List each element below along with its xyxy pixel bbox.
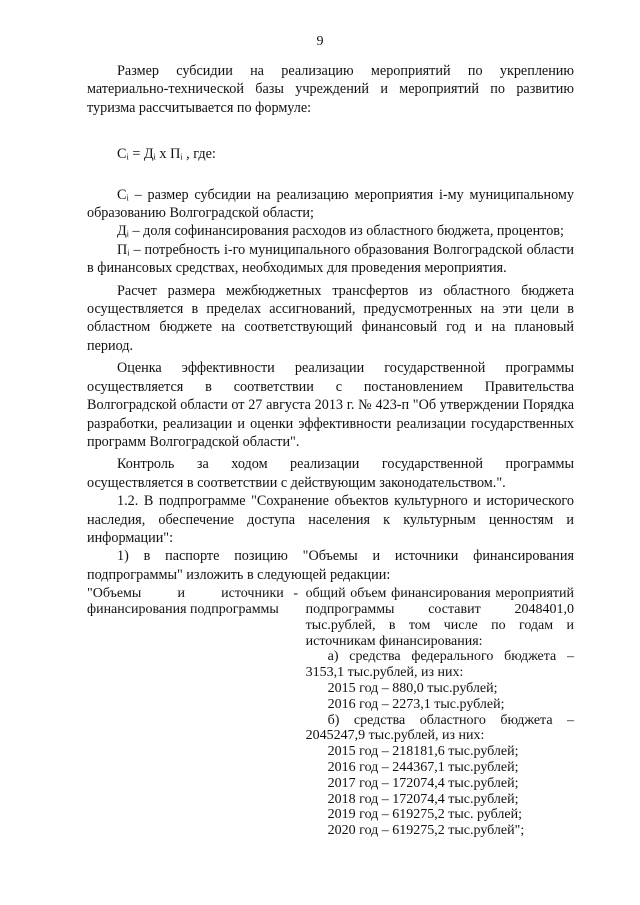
page-number: 9 — [316, 34, 324, 49]
regional-2017: 2017 год – 172074,4 тыс.рублей; — [327, 775, 519, 791]
paragraph-ci-definition: Сᵢ – размер субсидии на реализацию мероприятия i-му муниципальному образованию Волгоградской области; — [87, 186, 574, 222]
paragraph-subprogram-change: 1.2. В подпрограмме "Сохранение объектов культурного и исторического наследия, обеспечение доступа населения к культурным ценностям и информации": — [87, 493, 574, 546]
regional-2018: 2018 год – 172074,4 тыс.рублей; — [327, 791, 519, 807]
regional-2016: 2016 год – 244367,1 тыс.рублей; — [327, 759, 519, 775]
paragraph-transfer-calc: Расчет размера межбюджетных трансфертов из областного бюджета осуществляется в пределах ассигнований, предусмотренных на эти цели в областном бюджете на соответствующий финансовый год и на плановый период. — [87, 282, 574, 354]
financing-details-cell — [304, 586, 574, 839]
document-body — [87, 62, 574, 839]
regional-budget-heading: б) средства областного бюджета – 2045247,9 тыс.рублей, из них: — [305, 712, 574, 744]
federal-budget-heading: а) средства федерального бюджета – 3153,1 тыс.рублей, из них: — [305, 649, 574, 681]
federal-2015: 2015 год – 880,0 тыс.рублей; — [327, 680, 498, 696]
paragraph-di-definition: Дᵢ – доля софинансирования расходов из областного бюджета, процентов; — [117, 223, 564, 240]
financing-table — [87, 586, 574, 839]
paragraph-control: Контроль за ходом реализации государственной программы осуществляется в соответствии с действующим законодательством.". — [87, 456, 574, 491]
federal-2016: 2016 год – 2273,1 тыс.рублей; — [327, 696, 505, 712]
regional-2015: 2015 год – 218181,6 тыс.рублей; — [327, 744, 519, 760]
regional-2020: 2020 год – 619275,2 тыс.рублей"; — [327, 823, 525, 839]
regional-2019: 2019 год – 619275,2 тыс. рублей; — [327, 807, 523, 823]
financing-label-cell: "Объемы и источники финансирования подпрограммы — [87, 586, 284, 617]
dash-cell: - — [293, 586, 299, 602]
formula: Сᵢ = Дᵢ х Пᵢ , где: — [117, 146, 216, 163]
paragraph-pi-definition: Пᵢ – потребность i-го муниципального образования Волгоградской области в финансовых средствах, необходимых для проведения мероприятия. — [87, 241, 574, 277]
paragraph-subsidy-size: Размер субсидии на реализацию мероприятий по укреплению материально-технической базы учреждений и мероприятий по развитию туризма рассчитывается по формуле: — [87, 63, 574, 116]
paragraph-passport-position: 1) в паспорте позицию "Объемы и источники финансирования подпрограммы" изложить в следующей редакции: — [87, 548, 574, 583]
financing-total: общий объем финансирования мероприятий подпрограммы составит 2048401,0 тыс.рублей, в том числе по годам и источникам финансирования: — [305, 586, 574, 649]
paragraph-efficiency-assessment: Оценка эффективности реализации государственной программы осуществляется в соответствии с постановлением Правительства Волгоградской области от 27 августа 2013 г. № 423-п "Об утверждении Порядка разработки, реализации и оценки эффективности реализации государственных программ Волгоградской области". — [87, 360, 574, 450]
